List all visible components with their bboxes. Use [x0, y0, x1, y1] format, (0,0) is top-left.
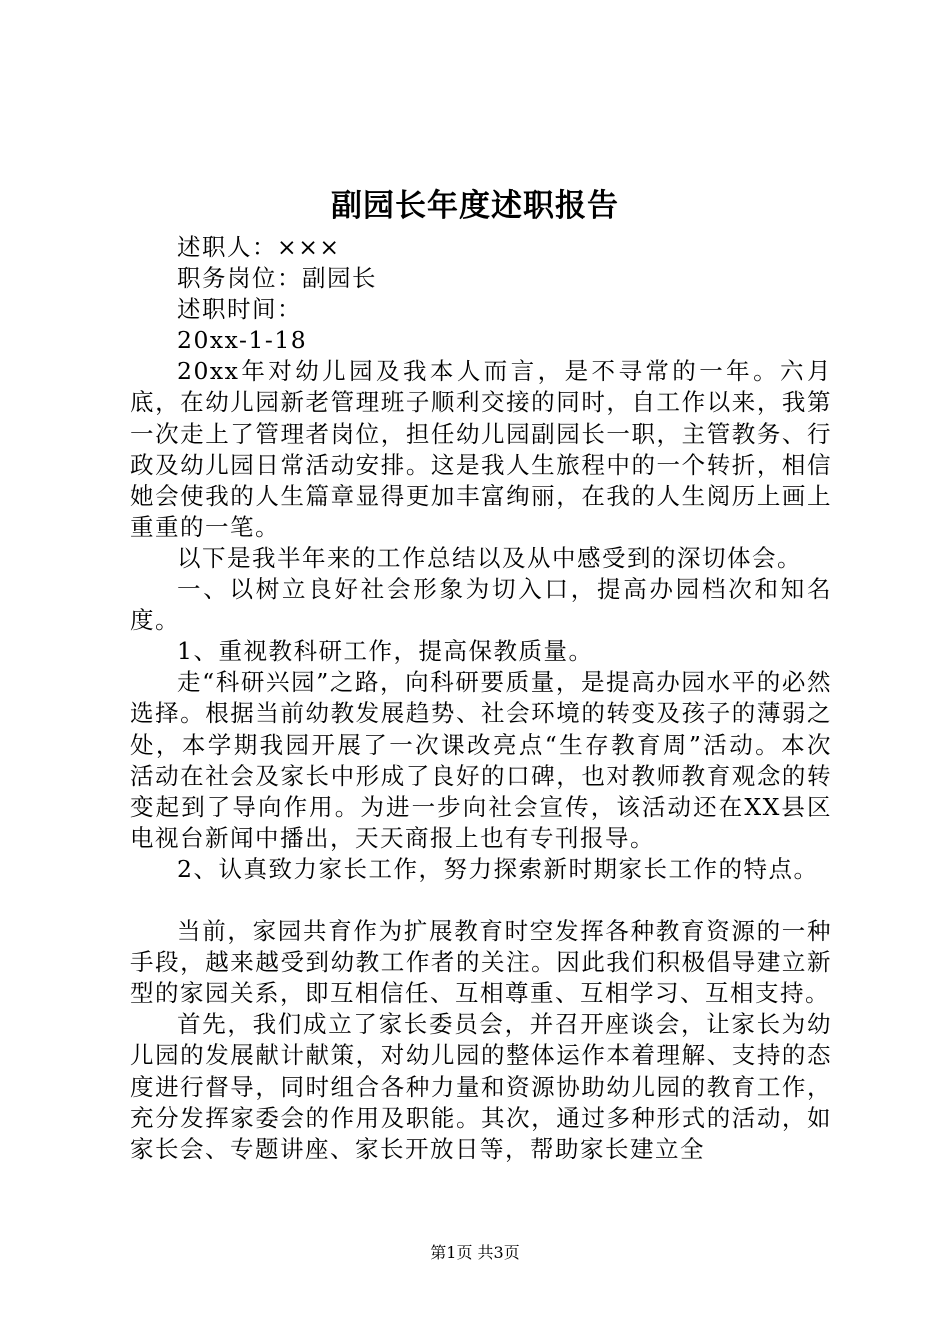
report-time-label: 述职时间： — [177, 295, 302, 324]
body-paragraph: 20xx年对幼儿园及我本人而言，是不寻常的一年。六月底，在幼儿园新老管理班子顺利交接的同时，自工作以来，我第一次走上了管理者岗位，担任幼儿园副园长一职，主管教务、行政及幼儿园日常活动安排。这是我人生旅程中的一个转折，相信她会使我的人生篇章显得更加丰富绚丽，在我的人生阅历上画上重重的一笔。 — [130, 357, 832, 541]
body-paragraph: 当前，家园共育作为扩展教育时空发挥各种教育资源的一种手段，越来越受到幼教工作者的关注。因此我们积极倡导建立新型的家园关系，即互相信任、互相尊重、互相学习、互相支持。 — [130, 917, 832, 1008]
document-body — [130, 232, 832, 1165]
reporter-line: 述职人：××× — [177, 233, 341, 261]
body-paragraph: 走“科研兴园”之路，向科研要质量，是提高办园水平的必然选择。根据当前幼教发展趋势、社会环境的转变及孩子的薄弱之处，本学期我园开展了一次课改亮点“生存教育周”活动。本次活动在社会及家长中形成了良好的口碑，也对教师教育观念的转变起到了导向作用。为进一步向社会宣传，该活动还在XX县区电视台新闻中播出，天天商报上也有专刊报导。 — [130, 668, 832, 852]
section-heading: 一、以树立良好社会形象为切入口，提高办园档次和知名度。 — [130, 575, 832, 635]
blank-line — [130, 885, 832, 916]
subsection-heading: 2、认真致力家长工作，努力探索新时期家长工作的特点。 — [177, 854, 819, 883]
position-line: 职务岗位：副园长 — [177, 264, 377, 293]
body-paragraph: 以下是我半年来的工作总结以及从中感受到的深切体会。 — [177, 543, 802, 572]
page-footer: 第1页 共3页 — [430, 1243, 520, 1262]
subsection-heading: 1、重视教科研工作，提高保教质量。 — [177, 637, 594, 666]
report-date: 20xx-1-18 — [177, 326, 308, 355]
body-paragraph: 首先，我们成立了家长委员会，并召开座谈会，让家长为幼儿园的发展献计献策，对幼儿园的整体运作本着理解、支持的态度进行督导，同时组合各种力量和资源协助幼儿园的教育工作，充分发挥家委会的作用及职能。其次，通过多种形式的活动，如家长会、专题讲座、家长开放日等，帮助家长建立全 — [130, 1010, 832, 1163]
document-title: 副园长年度述职报告 — [331, 188, 619, 224]
